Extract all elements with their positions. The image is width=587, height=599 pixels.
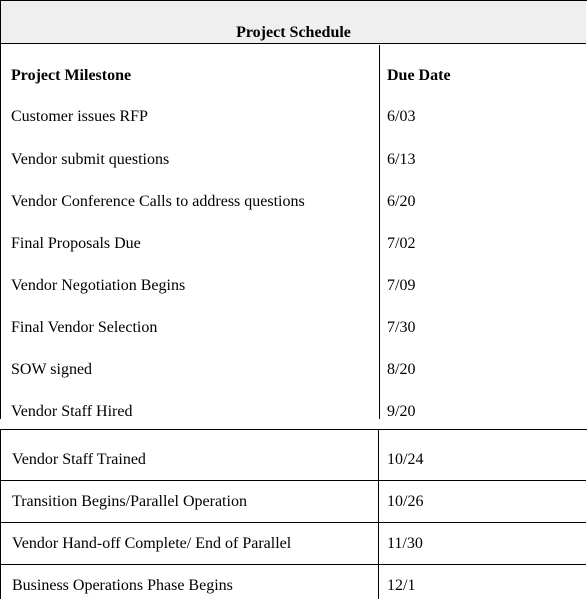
row-due-date: 7/02 xyxy=(387,235,416,252)
row-milestone: Vendor Staff Hired xyxy=(11,403,133,420)
row-due-date: 12/1 xyxy=(387,577,416,594)
table-title-bar xyxy=(1,1,586,44)
row-milestone: Business Operations Phase Begins xyxy=(12,577,233,594)
column-divider xyxy=(379,45,380,419)
row-separator xyxy=(1,480,586,481)
table-title: Project Schedule xyxy=(236,24,351,41)
column-divider xyxy=(378,430,379,599)
row-due-date: 10/26 xyxy=(387,493,424,510)
row-due-date: 7/30 xyxy=(387,319,416,336)
row-milestone: Vendor Staff Trained xyxy=(12,451,146,468)
row-due-date: 10/24 xyxy=(387,451,424,468)
row-due-date: 11/30 xyxy=(387,535,423,552)
schedule-table-lower-section xyxy=(0,429,587,599)
row-milestone: Vendor Hand-off Complete/ End of Parallel xyxy=(12,535,292,552)
row-due-date: 6/20 xyxy=(387,193,416,210)
header-project-milestone: Project Milestone xyxy=(11,67,132,84)
row-due-date: 7/09 xyxy=(387,277,416,294)
row-due-date: 8/20 xyxy=(387,361,416,378)
row-milestone: Final Proposals Due xyxy=(11,235,141,252)
row-milestone: Customer issues RFP xyxy=(11,108,148,125)
row-separator xyxy=(1,522,586,523)
row-milestone: Vendor submit questions xyxy=(11,151,170,168)
row-separator xyxy=(1,564,586,565)
row-milestone: Vendor Negotiation Begins xyxy=(11,277,186,294)
row-milestone: Vendor Conference Calls to address questions xyxy=(11,193,305,210)
row-milestone: SOW signed xyxy=(11,361,93,378)
row-milestone: Final Vendor Selection xyxy=(11,319,158,336)
row-due-date: 9/20 xyxy=(387,403,416,420)
row-due-date: 6/13 xyxy=(387,151,416,168)
header-due-date: Due Date xyxy=(387,67,451,84)
row-milestone: Transition Begins/Parallel Operation xyxy=(12,493,247,510)
row-due-date: 6/03 xyxy=(387,108,416,125)
